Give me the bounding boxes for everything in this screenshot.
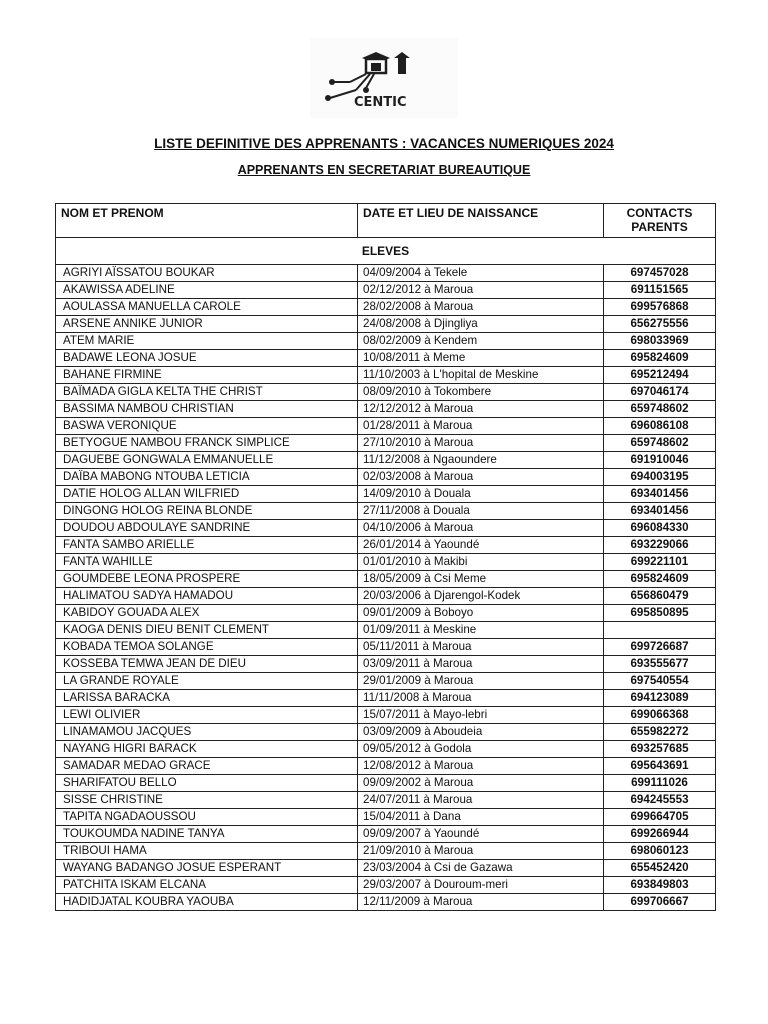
- phone-cell: 693401456: [604, 503, 716, 520]
- birth-cell: 05/11/2011 à Maroua: [358, 639, 604, 656]
- table-row: [56, 639, 716, 656]
- birth-cell: 12/12/2012 à Maroua: [358, 401, 604, 418]
- table-row: [56, 435, 716, 452]
- birth-cell: 01/01/2010 à Makibi: [358, 554, 604, 571]
- birth-cell: 18/05/2009 à Csi Meme: [358, 571, 604, 588]
- birth-cell: 02/12/2012 à Maroua: [358, 282, 604, 299]
- birth-cell: 04/09/2004 à Tekele: [358, 265, 604, 282]
- phone-cell: 656275556: [604, 316, 716, 333]
- name-cell: LA GRANDE ROYALE: [56, 673, 358, 690]
- name-cell: HALIMATOU SADYA HAMADOU: [56, 588, 358, 605]
- table-row: [56, 809, 716, 826]
- document-title: LISTE DEFINITIVE DES APPRENANTS : VACANCES NUMERIQUES 2024: [154, 136, 614, 151]
- name-cell: TAPITA NGADAOUSSOU: [56, 809, 358, 826]
- phone-cell: 699221101: [604, 554, 716, 571]
- birth-cell: 21/09/2010 à Maroua: [358, 843, 604, 860]
- birth-cell: 10/08/2011 à Meme: [358, 350, 604, 367]
- section-row: [56, 238, 716, 265]
- name-cell: BASWA VERONIQUE: [56, 418, 358, 435]
- phone-cell: 694123089: [604, 690, 716, 707]
- name-cell: AGRIYI AÏSSATOU BOUKAR: [56, 265, 358, 282]
- phone-cell: 698033969: [604, 333, 716, 350]
- name-cell: KABIDOY GOUADA ALEX: [56, 605, 358, 622]
- phone-cell: 659748602: [604, 401, 716, 418]
- birth-cell: 04/10/2006 à Maroua: [358, 520, 604, 537]
- phone-cell: 693849803: [604, 877, 716, 894]
- name-cell: ATEM MARIE: [56, 333, 358, 350]
- name-cell: BAHANE FIRMINE: [56, 367, 358, 384]
- table-row: [56, 554, 716, 571]
- table-row: [56, 673, 716, 690]
- name-cell: FANTA SAMBO ARIELLE: [56, 537, 358, 554]
- table-row: [56, 503, 716, 520]
- phone-cell: 693229066: [604, 537, 716, 554]
- table-row: [56, 724, 716, 741]
- phone-cell: 696086108: [604, 418, 716, 435]
- phone-cell: 693401456: [604, 486, 716, 503]
- table-row: [56, 469, 716, 486]
- name-cell: SHARIFATOU BELLO: [56, 775, 358, 792]
- birth-cell: 20/03/2006 à Djarengol-Kodek: [358, 588, 604, 605]
- phone-cell: 691910046: [604, 452, 716, 469]
- table-row: [56, 333, 716, 350]
- name-cell: TOUKOUMDA NADINE TANYA: [56, 826, 358, 843]
- table-row: [56, 418, 716, 435]
- phone-cell: 697457028: [604, 265, 716, 282]
- name-cell: AKAWISSA ADELINE: [56, 282, 358, 299]
- phone-cell: 695850895: [604, 605, 716, 622]
- table-row: [56, 401, 716, 418]
- table-row: [56, 826, 716, 843]
- birth-cell: 29/01/2009 à Maroua: [358, 673, 604, 690]
- name-cell: GOUMDEBE LEONA PROSPERE: [56, 571, 358, 588]
- name-cell: DOUDOU ABDOULAYE SANDRINE: [56, 520, 358, 537]
- name-cell: DINGONG HOLOG REINA BLONDE: [56, 503, 358, 520]
- header-contacts: CONTACTS PARENTS: [604, 204, 716, 238]
- table-row: [56, 707, 716, 724]
- name-cell: KAOGA DENIS DIEU BENIT CLEMENT: [56, 622, 358, 639]
- table-row: [56, 741, 716, 758]
- birth-cell: 24/07/2011 à Maroua: [358, 792, 604, 809]
- name-cell: TRIBOUI HAMA: [56, 843, 358, 860]
- phone-cell: 697540554: [604, 673, 716, 690]
- phone-cell: 699706667: [604, 894, 716, 911]
- phone-cell: 699111026: [604, 775, 716, 792]
- table-row: [56, 571, 716, 588]
- centic-logo: [310, 38, 458, 118]
- name-cell: BAÏMADA GIGLA KELTA THE CHRIST: [56, 384, 358, 401]
- birth-cell: 26/01/2014 à Yaoundé: [358, 537, 604, 554]
- name-cell: AOULASSA MANUELLA CAROLE: [56, 299, 358, 316]
- header-name: NOM ET PRENOM: [56, 204, 358, 238]
- birth-cell: 27/11/2008 à Douala: [358, 503, 604, 520]
- table-row: [56, 265, 716, 282]
- table-row: [56, 877, 716, 894]
- phone-cell: 699266944: [604, 826, 716, 843]
- name-cell: NAYANG HIGRI BARACK: [56, 741, 358, 758]
- table-row: [56, 656, 716, 673]
- name-cell: SAMADAR MEDAO GRACE: [56, 758, 358, 775]
- table-row: [56, 758, 716, 775]
- birth-cell: 03/09/2011 à Maroua: [358, 656, 604, 673]
- phone-cell: 695212494: [604, 367, 716, 384]
- table-header-row: [56, 204, 716, 238]
- phone-cell: 691151565: [604, 282, 716, 299]
- table-row: [56, 605, 716, 622]
- phone-cell: 697046174: [604, 384, 716, 401]
- table-row: [56, 350, 716, 367]
- phone-cell: 696084330: [604, 520, 716, 537]
- birth-cell: 08/02/2009 à Kendem: [358, 333, 604, 350]
- table-row: [56, 367, 716, 384]
- name-cell: SISSE CHRISTINE: [56, 792, 358, 809]
- phone-cell: 695824609: [604, 571, 716, 588]
- birth-cell: 23/03/2004 à Csi de Gazawa: [358, 860, 604, 877]
- phone-cell: 694003195: [604, 469, 716, 486]
- phone-cell: 693555677: [604, 656, 716, 673]
- name-cell: ARSENE ANNIKE JUNIOR: [56, 316, 358, 333]
- birth-cell: 12/08/2012 à Maroua: [358, 758, 604, 775]
- birth-cell: 14/09/2010 à Douala: [358, 486, 604, 503]
- name-cell: BADAWE LEONA JOSUE: [56, 350, 358, 367]
- phone-cell: 694245553: [604, 792, 716, 809]
- phone-cell: 695643691: [604, 758, 716, 775]
- table-row: [56, 792, 716, 809]
- phone-cell: 655982272: [604, 724, 716, 741]
- phone-cell: 699066368: [604, 707, 716, 724]
- name-cell: WAYANG BADANGO JOSUE ESPERANT: [56, 860, 358, 877]
- birth-cell: 09/09/2007 à Yaoundé: [358, 826, 604, 843]
- name-cell: LEWI OLIVIER: [56, 707, 358, 724]
- birth-cell: 09/09/2002 à Maroua: [358, 775, 604, 792]
- table-row: [56, 316, 716, 333]
- table-row: [56, 588, 716, 605]
- table-row: [56, 299, 716, 316]
- table-row: [56, 384, 716, 401]
- table-row: [56, 775, 716, 792]
- table-row: [56, 282, 716, 299]
- table-row: [56, 520, 716, 537]
- birth-cell: 01/28/2011 à Maroua: [358, 418, 604, 435]
- phone-cell: 693257685: [604, 741, 716, 758]
- table-row: [56, 486, 716, 503]
- table-row: [56, 622, 716, 639]
- table-row: [56, 894, 716, 911]
- name-cell: DATIE HOLOG ALLAN WILFRIED: [56, 486, 358, 503]
- birth-cell: 27/10/2010 à Maroua: [358, 435, 604, 452]
- birth-cell: 12/11/2009 à Maroua: [358, 894, 604, 911]
- name-cell: DAÏBA MABONG NTOUBA LETICIA: [56, 469, 358, 486]
- name-cell: FANTA WAHILLE: [56, 554, 358, 571]
- birth-cell: 29/03/2007 à Douroum-meri: [358, 877, 604, 894]
- name-cell: KOBADA TEMOA SOLANGE: [56, 639, 358, 656]
- phone-cell: 656860479: [604, 588, 716, 605]
- birth-cell: 11/11/2008 à Maroua: [358, 690, 604, 707]
- birth-cell: 09/05/2012 à Godola: [358, 741, 604, 758]
- name-cell: DAGUEBE GONGWALA EMMANUELLE: [56, 452, 358, 469]
- birth-cell: 11/12/2008 à Ngaoundere: [358, 452, 604, 469]
- phone-cell: 699576868: [604, 299, 716, 316]
- header-birth: DATE ET LIEU DE NAISSANCE: [358, 204, 604, 238]
- phone-cell: 695824609: [604, 350, 716, 367]
- section-label: ELEVES: [56, 238, 716, 265]
- name-cell: BASSIMA NAMBOU CHRISTIAN: [56, 401, 358, 418]
- birth-cell: 09/01/2009 à Boboyo: [358, 605, 604, 622]
- table-row: [56, 843, 716, 860]
- phone-cell: 698060123: [604, 843, 716, 860]
- table-row: [56, 860, 716, 877]
- table-row: [56, 690, 716, 707]
- phone-cell: [604, 622, 716, 639]
- birth-cell: 15/07/2011 à Mayo-lebri: [358, 707, 604, 724]
- phone-cell: 699726687: [604, 639, 716, 656]
- birth-cell: 08/09/2010 à Tokombere: [358, 384, 604, 401]
- table-row: [56, 537, 716, 554]
- name-cell: PATCHITA ISKAM ELCANA: [56, 877, 358, 894]
- birth-cell: 28/02/2008 à Maroua: [358, 299, 604, 316]
- logo-text: CENTIC: [354, 95, 407, 110]
- phone-cell: 699664705: [604, 809, 716, 826]
- birth-cell: 15/04/2011 à Dana: [358, 809, 604, 826]
- name-cell: LINAMAMOU JACQUES: [56, 724, 358, 741]
- birth-cell: 01/09/2011 à Meskine: [358, 622, 604, 639]
- name-cell: HADIDJATAL KOUBRA YAOUBA: [56, 894, 358, 911]
- birth-cell: 11/10/2003 à L'hopital de Meskine: [358, 367, 604, 384]
- learners-table: [55, 203, 716, 911]
- document-subtitle: APPRENANTS EN SECRETARIAT BUREAUTIQUE: [237, 163, 531, 177]
- table-row: [56, 452, 716, 469]
- birth-cell: 03/09/2009 à Aboudeia: [358, 724, 604, 741]
- birth-cell: 24/08/2008 à Djingliya: [358, 316, 604, 333]
- name-cell: LARISSA BARACKA: [56, 690, 358, 707]
- name-cell: KOSSEBA TEMWA JEAN DE DIEU: [56, 656, 358, 673]
- name-cell: BETYOGUE NAMBOU FRANCK SIMPLICE: [56, 435, 358, 452]
- phone-cell: 659748602: [604, 435, 716, 452]
- phone-cell: 655452420: [604, 860, 716, 877]
- birth-cell: 02/03/2008 à Maroua: [358, 469, 604, 486]
